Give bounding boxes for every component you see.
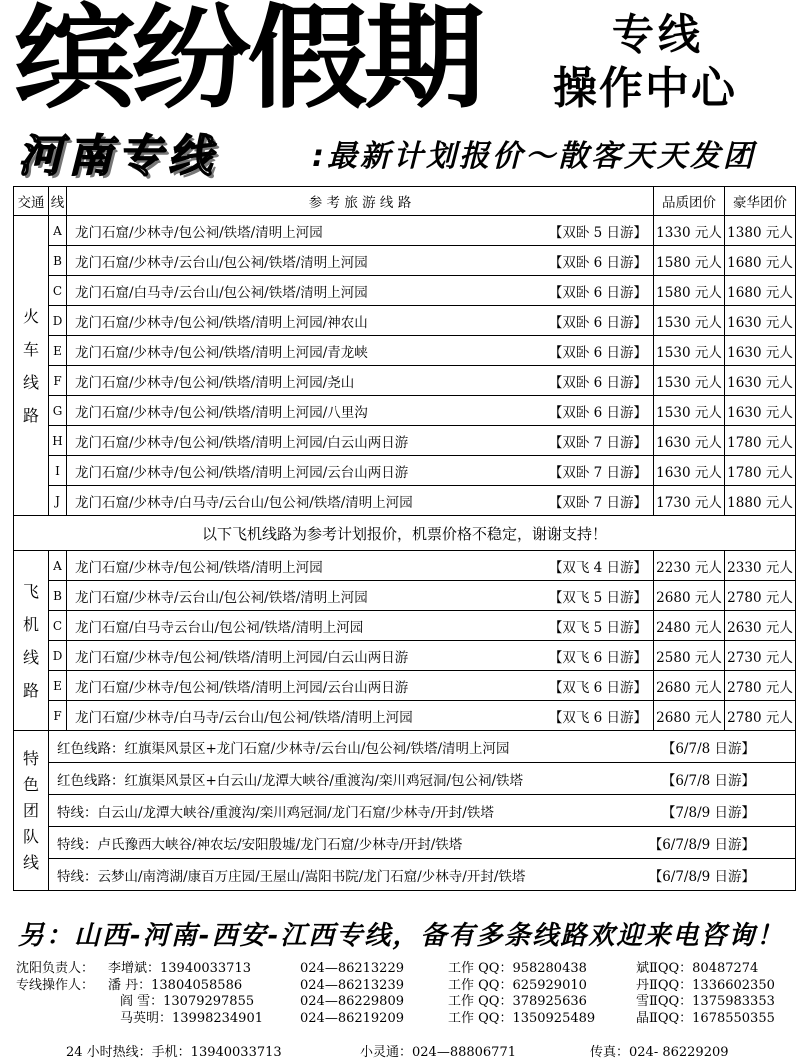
contact-name: 李增斌：13940033713 (108, 961, 251, 976)
contact-tel: 024—86213239 (300, 977, 404, 993)
quality-price: 1630 元人 (654, 456, 725, 486)
route-cell: 龙门石窟/少林寺/包公祠/铁塔/清明上河园/白云山两日游 【双飞 6 日游】 (67, 641, 654, 671)
route-price-table (13, 186, 796, 891)
luxury-price: 1780 元人 (725, 426, 796, 456)
quality-price: 2680 元人 (654, 671, 725, 701)
quality-price: 1530 元人 (654, 396, 725, 426)
header-quality-price: 品质团价 (654, 187, 725, 216)
luxury-price: 1680 元人 (725, 246, 796, 276)
table-row (14, 366, 796, 396)
contact-work-qq: 工作 QQ：958280438 (448, 961, 587, 976)
line-letter: D (49, 306, 67, 336)
route-cell: 龙门石窟/少林寺/包公祠/铁塔/清明上河园/云台山两日游 【双飞 6 日游】 (67, 671, 654, 701)
route-cell: 龙门石窟/少林寺/云台山/包公祠/铁塔/清明上河园 【双卧 6 日游】 (67, 246, 654, 276)
luxury-price: 2780 元人 (725, 581, 796, 611)
special-route-cell: 红色线路：红旗渠风景区+龙门石窟/少林寺/云台山/包公祠/铁塔/清明上河园 【6/7/8 日游】 (49, 731, 796, 763)
plane-note-row (14, 516, 796, 551)
quality-price: 1530 元人 (654, 336, 725, 366)
table-row (14, 641, 796, 671)
line-letter: A (49, 551, 67, 581)
route-cell: 龙门石窟/少林寺/包公祠/铁塔/清明上河园 【双飞 4 日游】 (67, 551, 654, 581)
contact-tel: 024—86219209 (300, 1010, 404, 1026)
special-route-cell: 红色线路：红旗渠风景区+白云山/龙潭大峡谷/重渡沟/栾川鸡冠洞/包公祠/铁塔 【6/7/8 日游】 (49, 763, 796, 795)
table-row (14, 396, 796, 426)
hotline-phs: 小灵通：024—88806771 (360, 1045, 516, 1060)
table-row (14, 426, 796, 456)
table-row (14, 551, 796, 581)
category-train: 火车线路 (14, 216, 49, 516)
subtitle-right: :最新计划报价～散客天天发团 (312, 139, 756, 174)
table-row (14, 731, 796, 763)
table-row (14, 456, 796, 486)
line-letter: D (49, 641, 67, 671)
table-row (14, 763, 796, 795)
quality-price: 2230 元人 (654, 551, 725, 581)
table-row (14, 336, 796, 366)
header-route: 参 考 旅 游 线 路 (67, 187, 654, 216)
line-letter: H (49, 426, 67, 456)
luxury-price: 2630 元人 (725, 611, 796, 641)
route-cell: 龙门石窟/少林寺/包公祠/铁塔/清明上河园/八里沟 【双卧 6 日游】 (67, 396, 654, 426)
line-letter: C (49, 276, 67, 306)
contact-row (16, 1011, 796, 1028)
special-route-cell: 特线：白云山/龙潭大峡谷/重渡沟/栾川鸡冠洞/龙门石窟/少林寺/开封/铁塔 【7/8/9 日游】 (49, 795, 796, 827)
table-row (14, 611, 796, 641)
header-line: 线 (49, 187, 67, 216)
route-cell: 龙门石窟/少林寺/包公祠/铁塔/清明上河园/云台山两日游 【双卧 7 日游】 (67, 456, 654, 486)
special-route-cell: 特线：卢氏豫西大峡谷/神农坛/安阳殷墟/龙门石窟/少林寺/开封/铁塔 【6/7/8/9 日游】 (49, 827, 796, 859)
luxury-price: 1630 元人 (725, 336, 796, 366)
route-cell: 龙门石窟/少林寺/云台山/包公祠/铁塔/清明上河园 【双飞 5 日游】 (67, 581, 654, 611)
table-row (14, 276, 796, 306)
contact-tel: 024—86229809 (300, 994, 404, 1009)
table-row (14, 671, 796, 701)
line-letter: F (49, 366, 67, 396)
contact-row (16, 961, 796, 978)
luxury-price: 1630 元人 (725, 306, 796, 336)
footer-slogan: 另：山西-河南-西安-江西专线，备有多条线路欢迎来电咨询！ (18, 921, 785, 951)
contact-personal-qq: 丹ⅡQQ：1336602350 (636, 977, 775, 993)
line-letter: F (49, 701, 67, 731)
luxury-price: 1780 元人 (725, 456, 796, 486)
contact-tel: 024—86213229 (300, 961, 404, 976)
category-plane: 飞机线路 (14, 551, 49, 731)
luxury-price: 2330 元人 (725, 551, 796, 581)
subtitle-bar (0, 128, 800, 186)
contact-work-qq: 工作 QQ：378925636 (448, 994, 587, 1009)
table-row (14, 216, 796, 246)
contact-row (16, 978, 796, 995)
route-cell: 龙门石窟/少林寺/白马寺/云台山/包公祠/铁塔/清明上河园 【双卧 7 日游】 (67, 486, 654, 516)
header-luxury-price: 豪华团价 (725, 187, 796, 216)
table-header-row (14, 187, 796, 216)
quality-price: 2580 元人 (654, 641, 725, 671)
contact-personal-qq: 斌ⅡQQ：80487274 (636, 961, 759, 976)
route-cell: 龙门石窟/少林寺/包公祠/铁塔/清明上河园/神农山 【双卧 6 日游】 (67, 306, 654, 336)
table-row (14, 486, 796, 516)
plane-price-note: 以下飞机线路为参考计划报价，机票价格不稳定，谢谢支持！ (14, 516, 796, 551)
line-letter: B (49, 581, 67, 611)
line-letter: C (49, 611, 67, 641)
luxury-price: 1630 元人 (725, 396, 796, 426)
line-letter: E (49, 336, 67, 366)
header-transport: 交通 (14, 187, 49, 216)
contact-name: 潘 丹：13804058586 (108, 977, 243, 993)
quality-price: 2680 元人 (654, 701, 725, 731)
line-letter: G (49, 396, 67, 426)
quality-price: 2480 元人 (654, 611, 725, 641)
route-cell: 龙门石窟/少林寺/包公祠/铁塔/清明上河园/白云山两日游 【双卧 7 日游】 (67, 426, 654, 456)
header (0, 0, 800, 128)
luxury-price: 2780 元人 (725, 701, 796, 731)
luxury-price: 1880 元人 (725, 486, 796, 516)
hotline-fax: 传真：024- 86229209 (590, 1045, 729, 1060)
table-row (14, 701, 796, 731)
quality-price: 1530 元人 (654, 306, 725, 336)
hotline-mobile: 24 小时热线：手机：13940033713 (66, 1045, 282, 1060)
contact-work-qq: 工作 QQ：625929010 (448, 977, 587, 993)
brand-title: 缤纷假期 (14, 0, 481, 124)
contact-name: 阎 雪：13079297855 (120, 994, 255, 1009)
contact-name: 马英明：13998234901 (120, 1010, 263, 1026)
quality-price: 2680 元人 (654, 581, 725, 611)
line-letter: I (49, 456, 67, 486)
luxury-price: 1380 元人 (725, 216, 796, 246)
quality-price: 1580 元人 (654, 246, 725, 276)
table-row (14, 859, 796, 891)
table-row (14, 827, 796, 859)
quality-price: 1530 元人 (654, 366, 725, 396)
route-cell: 龙门石窟/白马寺云台山/包公祠/铁塔/清明上河园 【双飞 5 日游】 (67, 611, 654, 641)
contact-role: 沈阳负责人： (16, 961, 95, 976)
category-special: 特色团队线 (14, 731, 49, 891)
subtitle-left: 河南专线 (18, 131, 218, 182)
line-letter: E (49, 671, 67, 701)
table-row (14, 306, 796, 336)
table-row (14, 581, 796, 611)
luxury-price: 2780 元人 (725, 671, 796, 701)
header-side-line1: 专线 (612, 10, 705, 59)
line-letter: B (49, 246, 67, 276)
table-row (14, 795, 796, 827)
line-letter: A (49, 216, 67, 246)
contact-personal-qq: 雪ⅡQQ：1375983353 (636, 994, 775, 1009)
quality-price: 1580 元人 (654, 276, 725, 306)
table-row (14, 246, 796, 276)
line-letter: J (49, 486, 67, 516)
route-cell: 龙门石窟/少林寺/包公祠/铁塔/清明上河园/尧山 【双卧 6 日游】 (67, 366, 654, 396)
contact-personal-qq: 晶ⅡQQ：1678550355 (636, 1010, 775, 1026)
luxury-price: 2730 元人 (725, 641, 796, 671)
quality-price: 1330 元人 (654, 216, 725, 246)
quality-price: 1630 元人 (654, 426, 725, 456)
special-route-cell: 特线：云梦山/南湾湖/康百万庄园/王屋山/嵩阳书院/龙门石窟/少林寺/开封/铁塔 【6/7/8/9 日游】 (49, 859, 796, 891)
contact-role: 专线操作人： (16, 977, 95, 993)
luxury-price: 1630 元人 (725, 366, 796, 396)
contact-list (16, 961, 796, 1027)
route-cell: 龙门石窟/少林寺/白马寺/云台山/包公祠/铁塔/清明上河园 【双飞 6 日游】 (67, 701, 654, 731)
route-cell: 龙门石窟/少林寺/包公祠/铁塔/清明上河园/青龙峡 【双卧 6 日游】 (67, 336, 654, 366)
contact-row (16, 994, 796, 1011)
contact-work-qq: 工作 QQ：1350925489 (448, 1010, 596, 1026)
route-cell: 龙门石窟/少林寺/包公祠/铁塔/清明上河园 【双卧 5 日游】 (67, 216, 654, 246)
luxury-price: 1680 元人 (725, 276, 796, 306)
quality-price: 1730 元人 (654, 486, 725, 516)
route-cell: 龙门石窟/白马寺/云台山/包公祠/铁塔/清明上河园 【双卧 6 日游】 (67, 276, 654, 306)
header-side-line2: 操作中心 (553, 63, 737, 114)
